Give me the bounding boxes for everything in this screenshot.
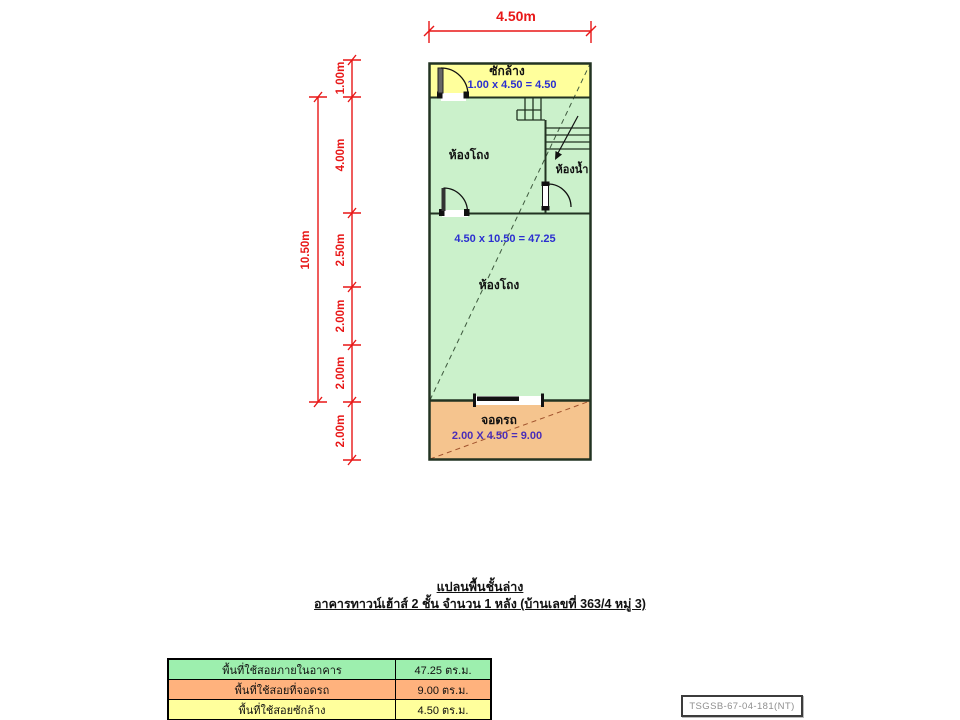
table-cell-value: 47.25 ตร.ม. bbox=[414, 664, 472, 677]
drawing-number-box bbox=[681, 695, 803, 717]
dimension-seg-5: 2.00m bbox=[335, 356, 347, 390]
table-row bbox=[169, 679, 490, 699]
dimension-seg-3: 2.50m bbox=[335, 233, 347, 267]
plan-title: แปลนพื้นชั้นล่าง bbox=[436, 580, 524, 594]
drawing-number: TSGSB-67-04-181(NT) bbox=[689, 700, 795, 712]
dimension-seg-2: 4.00m bbox=[335, 138, 347, 172]
staircase bbox=[517, 97, 591, 149]
dimension-seg-1: 1.00m bbox=[335, 61, 347, 95]
table-cell-label: พื้นที่ใช้สอยซักล้าง bbox=[169, 700, 396, 719]
parking-label: จอดรถ bbox=[481, 413, 517, 427]
area-summary-table bbox=[167, 658, 492, 720]
table-cell-label: พื้นที่ใช้สอยภายในอาคาร bbox=[169, 660, 396, 679]
laundry-area-formula: 1.00 x 4.50 = 4.50 bbox=[467, 79, 557, 91]
table-row bbox=[169, 699, 490, 719]
dimension-seg-4: 2.00m bbox=[335, 299, 347, 333]
bathroom-label: ห้องน้ำ bbox=[555, 164, 589, 176]
laundry-label: ซักล้าง bbox=[489, 64, 525, 78]
table-row bbox=[169, 660, 490, 679]
bathroom-door bbox=[542, 182, 572, 211]
building-subtitle: อาคารทาวน์เฮ้าส์ 2 ชั้น จำนวน 1 หลัง (บ้านเลขที่ 363/4 หมู่ 3) bbox=[314, 597, 646, 611]
dimension-left-total: 10.50m bbox=[300, 230, 312, 270]
table-cell-value: 4.50 ตร.ม. bbox=[417, 704, 469, 717]
table-cell-label: พื้นที่ใช้สอยที่จอดรถ bbox=[169, 680, 396, 699]
stair-direction-arrow bbox=[555, 116, 578, 160]
garage-sliding-door bbox=[473, 394, 544, 408]
parking-area-formula: 2.00 X 4.50 = 9.00 bbox=[451, 430, 543, 442]
hall-upper-label: ห้องโถง bbox=[448, 148, 490, 162]
interior-area-formula: 4.50 x 10.50 = 47.25 bbox=[454, 233, 556, 245]
dimension-seg-6: 2.00m bbox=[335, 414, 347, 448]
table-cell-value: 9.00 ตร.ม. bbox=[417, 684, 469, 697]
hall-lower-label: ห้องโถง bbox=[478, 278, 520, 292]
hall-door bbox=[439, 188, 470, 217]
dimension-top-label: 4.50m bbox=[496, 8, 536, 24]
